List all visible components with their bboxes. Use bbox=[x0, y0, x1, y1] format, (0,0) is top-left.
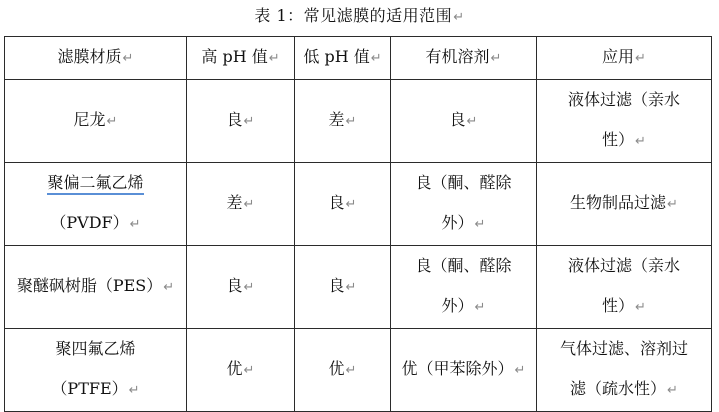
header-cell-material: 滤膜材质↵ bbox=[5, 37, 187, 80]
paragraph-mark-icon: ↵ bbox=[122, 51, 134, 66]
organic-solvent-cell: 良（酮、醛除 外）↵ bbox=[391, 163, 537, 246]
table-row bbox=[5, 329, 712, 412]
paragraph-mark-icon: ↵ bbox=[345, 280, 357, 295]
paragraph-mark-icon: ↵ bbox=[345, 363, 357, 378]
high-ph-cell: 良↵ bbox=[187, 246, 295, 329]
header-cell-organic-solvent: 有机溶剂↵ bbox=[391, 37, 537, 80]
paragraph-mark-icon: ↵ bbox=[345, 197, 357, 212]
high-ph-cell: 良↵ bbox=[187, 80, 295, 163]
paragraph-mark-icon: ↵ bbox=[345, 114, 357, 129]
paragraph-mark-icon: ↵ bbox=[106, 114, 118, 129]
paragraph-mark-icon: ↵ bbox=[243, 114, 255, 129]
filter-membrane-table bbox=[4, 36, 712, 412]
paragraph-mark-icon: ↵ bbox=[163, 280, 175, 295]
table-row bbox=[5, 246, 712, 329]
table-caption bbox=[0, 5, 719, 29]
low-ph-cell: 良↵ bbox=[295, 163, 391, 246]
paragraph-mark-icon: ↵ bbox=[243, 363, 255, 378]
header-cell-low-ph: 低 pH 值↵ bbox=[295, 37, 391, 80]
table-row bbox=[5, 80, 712, 163]
header-cell-high-ph: 高 pH 值↵ bbox=[187, 37, 295, 80]
paragraph-mark-icon: ↵ bbox=[466, 114, 478, 129]
material-cell: 聚偏二氟乙烯 （PVDF）↵ bbox=[5, 163, 187, 246]
paragraph-mark-icon: ↵ bbox=[268, 51, 280, 66]
paragraph-mark-icon: ↵ bbox=[370, 51, 382, 66]
paragraph-mark-icon: ↵ bbox=[243, 197, 255, 212]
header-row bbox=[5, 37, 712, 80]
application-cell: 液体过滤（亲水 性）↵ bbox=[537, 80, 712, 163]
low-ph-cell: 优↵ bbox=[295, 329, 391, 412]
paragraph-mark-icon: ↵ bbox=[490, 51, 502, 66]
application-cell: 气体过滤、溶剂过 滤（疏水性）↵ bbox=[537, 329, 712, 412]
material-cell: 聚四氟乙烯 （PTFE）↵ bbox=[5, 329, 187, 412]
header-cell-application: 应用↵ bbox=[537, 37, 712, 80]
low-ph-cell: 差↵ bbox=[295, 80, 391, 163]
paragraph-mark-icon: ↵ bbox=[453, 10, 465, 25]
low-ph-cell: 良↵ bbox=[295, 246, 391, 329]
table-row bbox=[5, 163, 712, 246]
paragraph-mark-icon: ↵ bbox=[514, 363, 526, 378]
high-ph-cell: 差↵ bbox=[187, 163, 295, 246]
organic-solvent-cell: 良（酮、醛除 外）↵ bbox=[391, 246, 537, 329]
high-ph-cell: 优↵ bbox=[187, 329, 295, 412]
paragraph-mark-icon: ↵ bbox=[128, 383, 140, 398]
application-cell: 生物制品过滤↵ bbox=[537, 163, 712, 246]
material-cell: 聚醚砜树脂（PES）↵ bbox=[5, 246, 187, 329]
paragraph-mark-icon: ↵ bbox=[667, 383, 678, 398]
organic-solvent-cell: 良↵ bbox=[391, 80, 537, 163]
organic-solvent-cell: 优（甲苯除外）↵ bbox=[391, 329, 537, 412]
paragraph-mark-icon: ↵ bbox=[474, 217, 486, 232]
paragraph-mark-icon: ↵ bbox=[635, 300, 646, 315]
paragraph-mark-icon: ↵ bbox=[635, 51, 646, 66]
paragraph-mark-icon: ↵ bbox=[129, 217, 141, 232]
application-cell: 液体过滤（亲水 性）↵ bbox=[537, 246, 712, 329]
paragraph-mark-icon: ↵ bbox=[474, 300, 486, 315]
paragraph-mark-icon: ↵ bbox=[243, 280, 255, 295]
caption-text: 表 1：常见滤膜的适用范围 bbox=[254, 6, 453, 25]
material-cell: 尼龙↵ bbox=[5, 80, 187, 163]
paragraph-mark-icon: ↵ bbox=[667, 197, 678, 212]
paragraph-mark-icon: ↵ bbox=[635, 134, 646, 149]
